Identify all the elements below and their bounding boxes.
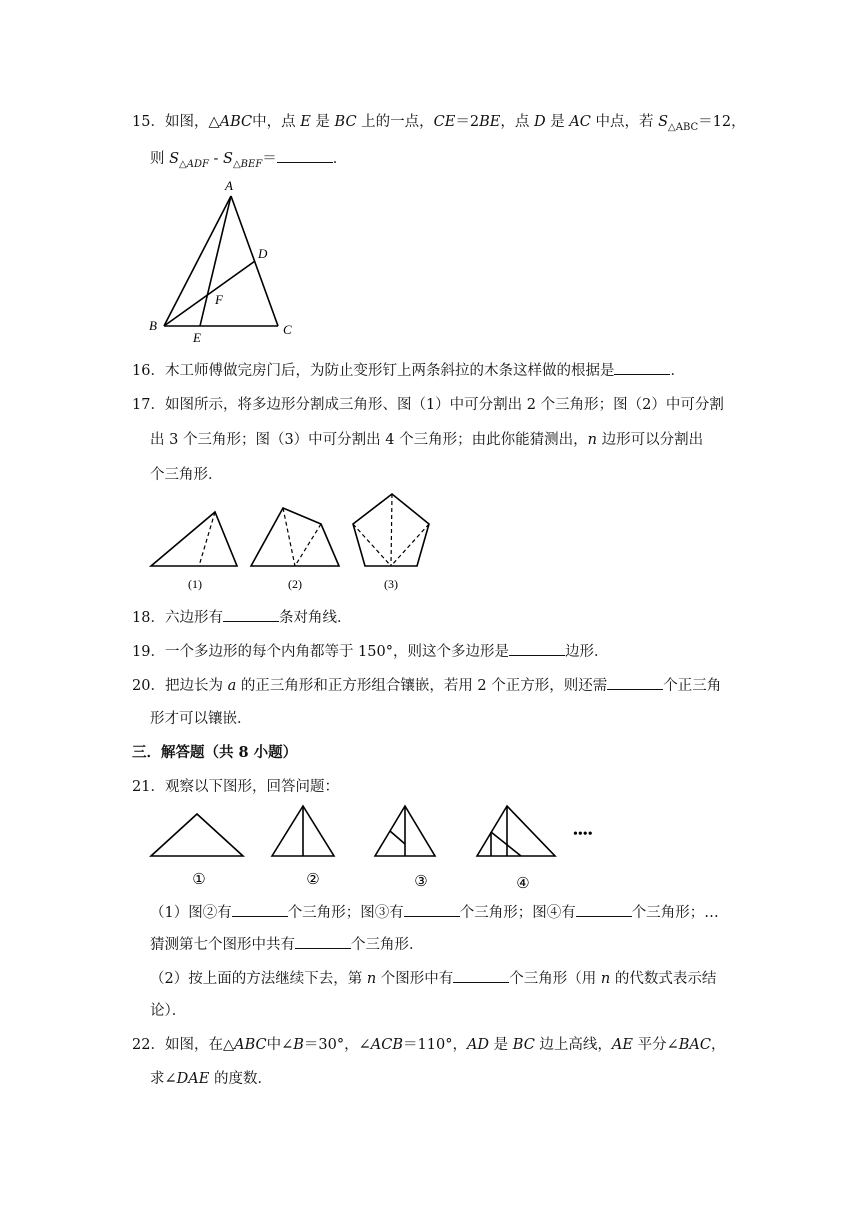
q21-part2-line1: （2）按上面的方法继续下去，第 n 个图形中有 个三角形（用 n 的代数式表示结	[150, 968, 716, 989]
q18-line: 18．六边形有 条对角线．	[132, 607, 351, 628]
q17-line1: 17．如图所示，将多边形分割成三角形、图（1）中可分割出 2 个三角形；图（2）中可分割	[132, 397, 724, 413]
q21-part1-line1: （1）图②有 个三角形；图③有 个三角形；图④有 个三角形；…	[150, 902, 719, 923]
q15-line2: 则 $S_{\triangle ADF} - S_{\triangle BEF}=$ ．	[150, 148, 347, 175]
figure-caption-1: (1)	[188, 577, 202, 591]
answer-blank	[614, 360, 670, 375]
figure-caption-2: (2)	[288, 577, 302, 591]
label-E: E	[193, 330, 201, 345]
q22-line2: 求∠DAE 的度数．	[150, 1071, 272, 1087]
q17-line3: 个三角形．	[150, 467, 223, 483]
q21-part1-line2: 猜测第七个图形中共有 个三角形．	[150, 934, 424, 955]
figure-caption-3: (3)	[384, 577, 398, 591]
answer-blank	[277, 148, 333, 163]
answer-blank	[509, 641, 565, 656]
q15-triangle-figure	[145, 176, 305, 346]
q21-triangles-figure	[145, 800, 605, 894]
q22-line1: 22．如图，在△ABC中∠B＝30°，∠ACB＝110°，AD 是 BC 边上高线，AE 平分∠BAC，	[132, 1037, 726, 1053]
answer-blank	[576, 902, 632, 917]
answer-blank	[232, 902, 288, 917]
label-A: A	[225, 178, 233, 193]
figure-caption-1: ①	[192, 872, 206, 888]
section-heading: 三．解答题（共 8 小题）	[132, 744, 298, 761]
figure-caption-3: ③	[414, 874, 428, 890]
label-C: C	[283, 322, 292, 337]
more-dots: ••••	[573, 827, 593, 842]
q21-part2-line2: 论）．	[150, 1003, 187, 1019]
q17-polygons-figure	[145, 488, 435, 598]
answer-blank	[453, 968, 509, 983]
label-D: D	[258, 246, 268, 261]
figure-caption-2: ②	[306, 872, 320, 888]
answer-blank	[607, 675, 663, 690]
answer-blank	[295, 934, 351, 949]
q16-line: 16．木工师傅做完房门后，为防止变形钉上两条斜拉的木条这样做的根据是 ．	[132, 360, 685, 381]
q15-line1: 15．如图，△ABC中，点 E 是 BC 上的一点，CE＝2BE，点 D 是 AC 中点，若 $S_{\triangle ABC}=12$，	[132, 114, 746, 133]
q20-line1: 20．把边长为 a 的正三角形和正方形组合镶嵌，若用 2 个正方形，则还需 个正三角	[132, 675, 721, 696]
q17-line2: 出 3 个三角形；图（3）中可分割出 4 个三角形；由此你能猜测出，n 边形可以分割出	[150, 432, 704, 448]
answer-blank	[404, 902, 460, 917]
answer-blank	[223, 607, 279, 622]
q19-line: 19．一个多边形的每个内角都等于 150°，则这个多边形是 边形．	[132, 641, 609, 662]
label-B: B	[149, 318, 157, 333]
q21-line: 21．观察以下图形，回答问题：	[132, 779, 339, 795]
figure-caption-4: ④	[516, 876, 530, 892]
label-F: F	[215, 292, 223, 307]
q20-line2: 形才可以镶嵌．	[150, 711, 252, 727]
